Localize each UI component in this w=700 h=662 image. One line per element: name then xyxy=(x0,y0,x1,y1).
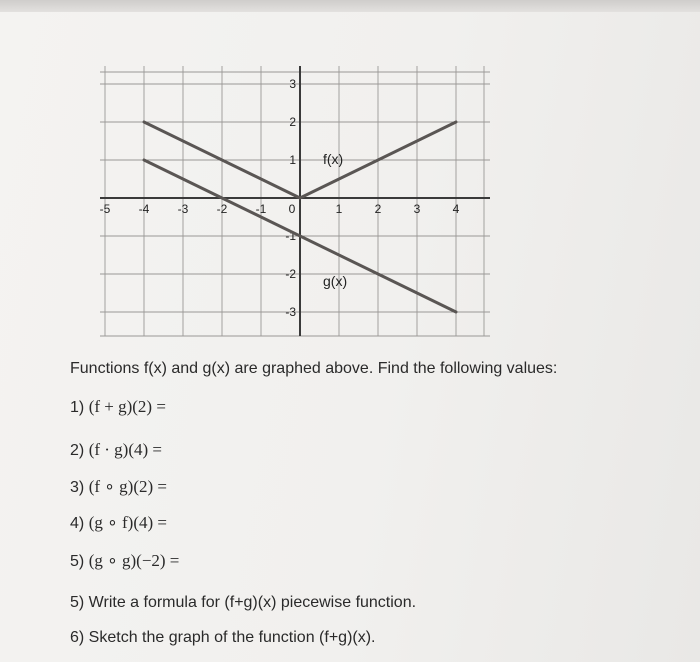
x-tick-label: -5 xyxy=(99,202,111,216)
x-tick-label: -2 xyxy=(216,202,228,216)
x-tick-label: 0 xyxy=(288,202,296,216)
instructions: Functions f(x) and g(x) are graphed above. Find the following values: xyxy=(70,360,558,377)
x-tick-label: 3 xyxy=(413,202,421,216)
question-3-number: 3) xyxy=(70,479,85,496)
x-tick-label: -4 xyxy=(138,202,150,216)
y-tick-label: 2 xyxy=(289,115,296,129)
x-tick-label: -1 xyxy=(255,202,267,216)
x-tick-label: 4 xyxy=(452,202,460,216)
question-2 xyxy=(70,440,162,460)
question-3 xyxy=(70,477,167,497)
question-5-expression: (g ∘ g)(−2) = xyxy=(88,551,180,570)
question-5-number: 5) xyxy=(70,553,85,570)
y-tick-label: -3 xyxy=(285,305,296,319)
question-2-expression: (f · g)(4) = xyxy=(88,440,162,459)
question-2-number: 2) xyxy=(70,442,85,459)
question-1-number: 1) xyxy=(70,399,85,416)
question-4-number: 4) xyxy=(70,515,85,532)
x-tick-label: 2 xyxy=(374,202,382,216)
question-1 xyxy=(70,397,166,417)
f-label: f(x) xyxy=(323,151,344,167)
y-tick-label: 1 xyxy=(289,153,296,167)
y-tick-label: 3 xyxy=(289,77,296,91)
y-tick-label: -1 xyxy=(285,229,296,243)
question-6: 5) Write a formula for (f+g)(x) piecewise function. xyxy=(70,594,417,611)
g-label: g(x) xyxy=(323,273,348,289)
question-5 xyxy=(70,551,179,571)
question-3-expression: (f ∘ g)(2) = xyxy=(88,477,167,496)
question-7: 6) Sketch the graph of the function (f+g)(x). xyxy=(70,629,376,646)
question-1-expression: (f + g)(2) = xyxy=(88,397,166,416)
y-tick-label: -2 xyxy=(285,267,296,281)
x-tick-label: -3 xyxy=(177,202,189,216)
x-tick-label: 1 xyxy=(335,202,343,216)
question-4 xyxy=(70,513,167,533)
question-4-expression: (g ∘ f)(4) = xyxy=(88,513,167,532)
